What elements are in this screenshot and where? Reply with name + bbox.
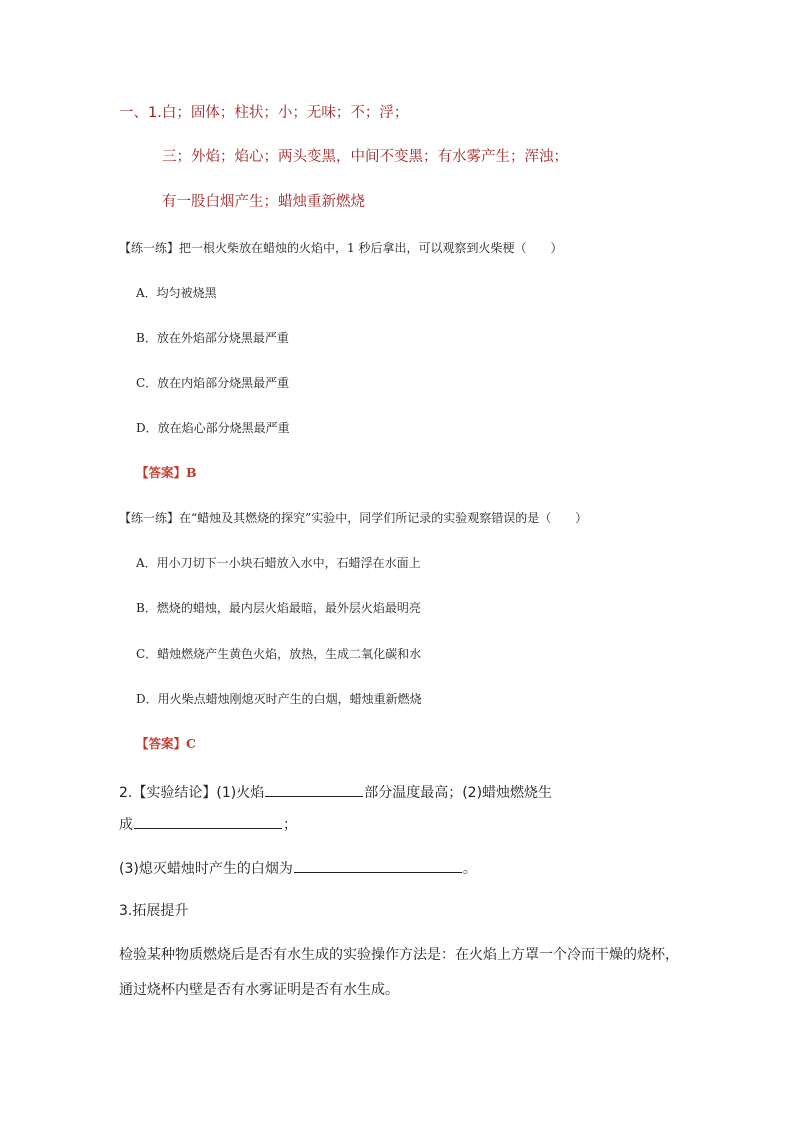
exercise-2-option-d: D．用火柴点蜡烛刚熄灭时产生的白烟，蜡烛重新燃烧: [136, 692, 422, 706]
blank-flame-part[interactable]: [265, 783, 363, 797]
exercise-1-answer: 【答案】B: [136, 465, 197, 480]
exercise-2-stem: 【练一练】在“蜡烛及其燃烧的探究”实验中，同学们所记录的实验观察错误的是（ ）: [119, 511, 588, 525]
exercise-1-option-b: B．放在外焰部分烧黑最严重: [136, 331, 289, 345]
exercise-1-option-c: C．放在内焰部分烧黑最严重: [136, 376, 290, 390]
conclusion-text-1: 2.【实验结论】(1)火焰: [119, 785, 265, 801]
conclusion-text-6: 。: [462, 861, 477, 877]
conclusion-text-2: 部分温度最高；(2)蜡烛燃烧生: [364, 785, 553, 801]
exercise-2-option-a: A．用小刀切下一小块石蜡放入水中，石蜡浮在水面上: [136, 556, 421, 570]
exercise-1-stem: 【练一练】把一根火柴放在蜡烛的火焰中，1 秒后拿出，可以观察到火柴梗（ ）: [119, 241, 563, 255]
exercise-1-option-d: D．放在焰心部分烧黑最严重: [136, 421, 290, 435]
blank-combustion-products[interactable]: [134, 815, 282, 829]
conclusion-text-5: (3)熄灭蜡烛时产生的白烟为: [119, 861, 293, 877]
conclusion-text-3: 成: [119, 817, 133, 833]
conclusion-line-1: [119, 783, 552, 800]
exercise-1-option-a: A．均匀被烧黑: [136, 286, 217, 300]
answer-line-1: 一、1.白；固体；柱状；小；无味；不；浮；: [119, 105, 409, 121]
conclusion-line-3: [119, 859, 477, 876]
extension-line-2: 通过烧杯内壁是否有水雾证明是否有水生成。: [119, 982, 399, 998]
conclusion-text-4: ；: [283, 817, 297, 833]
extension-title: 3.拓展提升: [119, 903, 189, 919]
answer-line-2: 三；外焰；焰心；两头变黑，中间不变黑；有水雾产生；浑浊；: [162, 149, 568, 165]
exercise-2-option-c: C．蜡烛燃烧产生黄色火焰，放热，生成二氧化碳和水: [136, 647, 422, 661]
extension-line-1: 检验某种物质燃烧后是否有水生成的实验操作方法是：在火焰上方罩一个冷而干燥的烧杯，: [119, 947, 679, 963]
exercise-2-answer: 【答案】C: [136, 736, 196, 751]
exercise-2-option-b: B．燃烧的蜡烛，最内层火焰最暗，最外层火焰最明亮: [136, 601, 421, 615]
conclusion-line-2: [119, 815, 297, 832]
blank-white-smoke[interactable]: [294, 859, 462, 873]
answer-line-3: 有一股白烟产生；蜡烛重新燃烧: [162, 194, 365, 210]
